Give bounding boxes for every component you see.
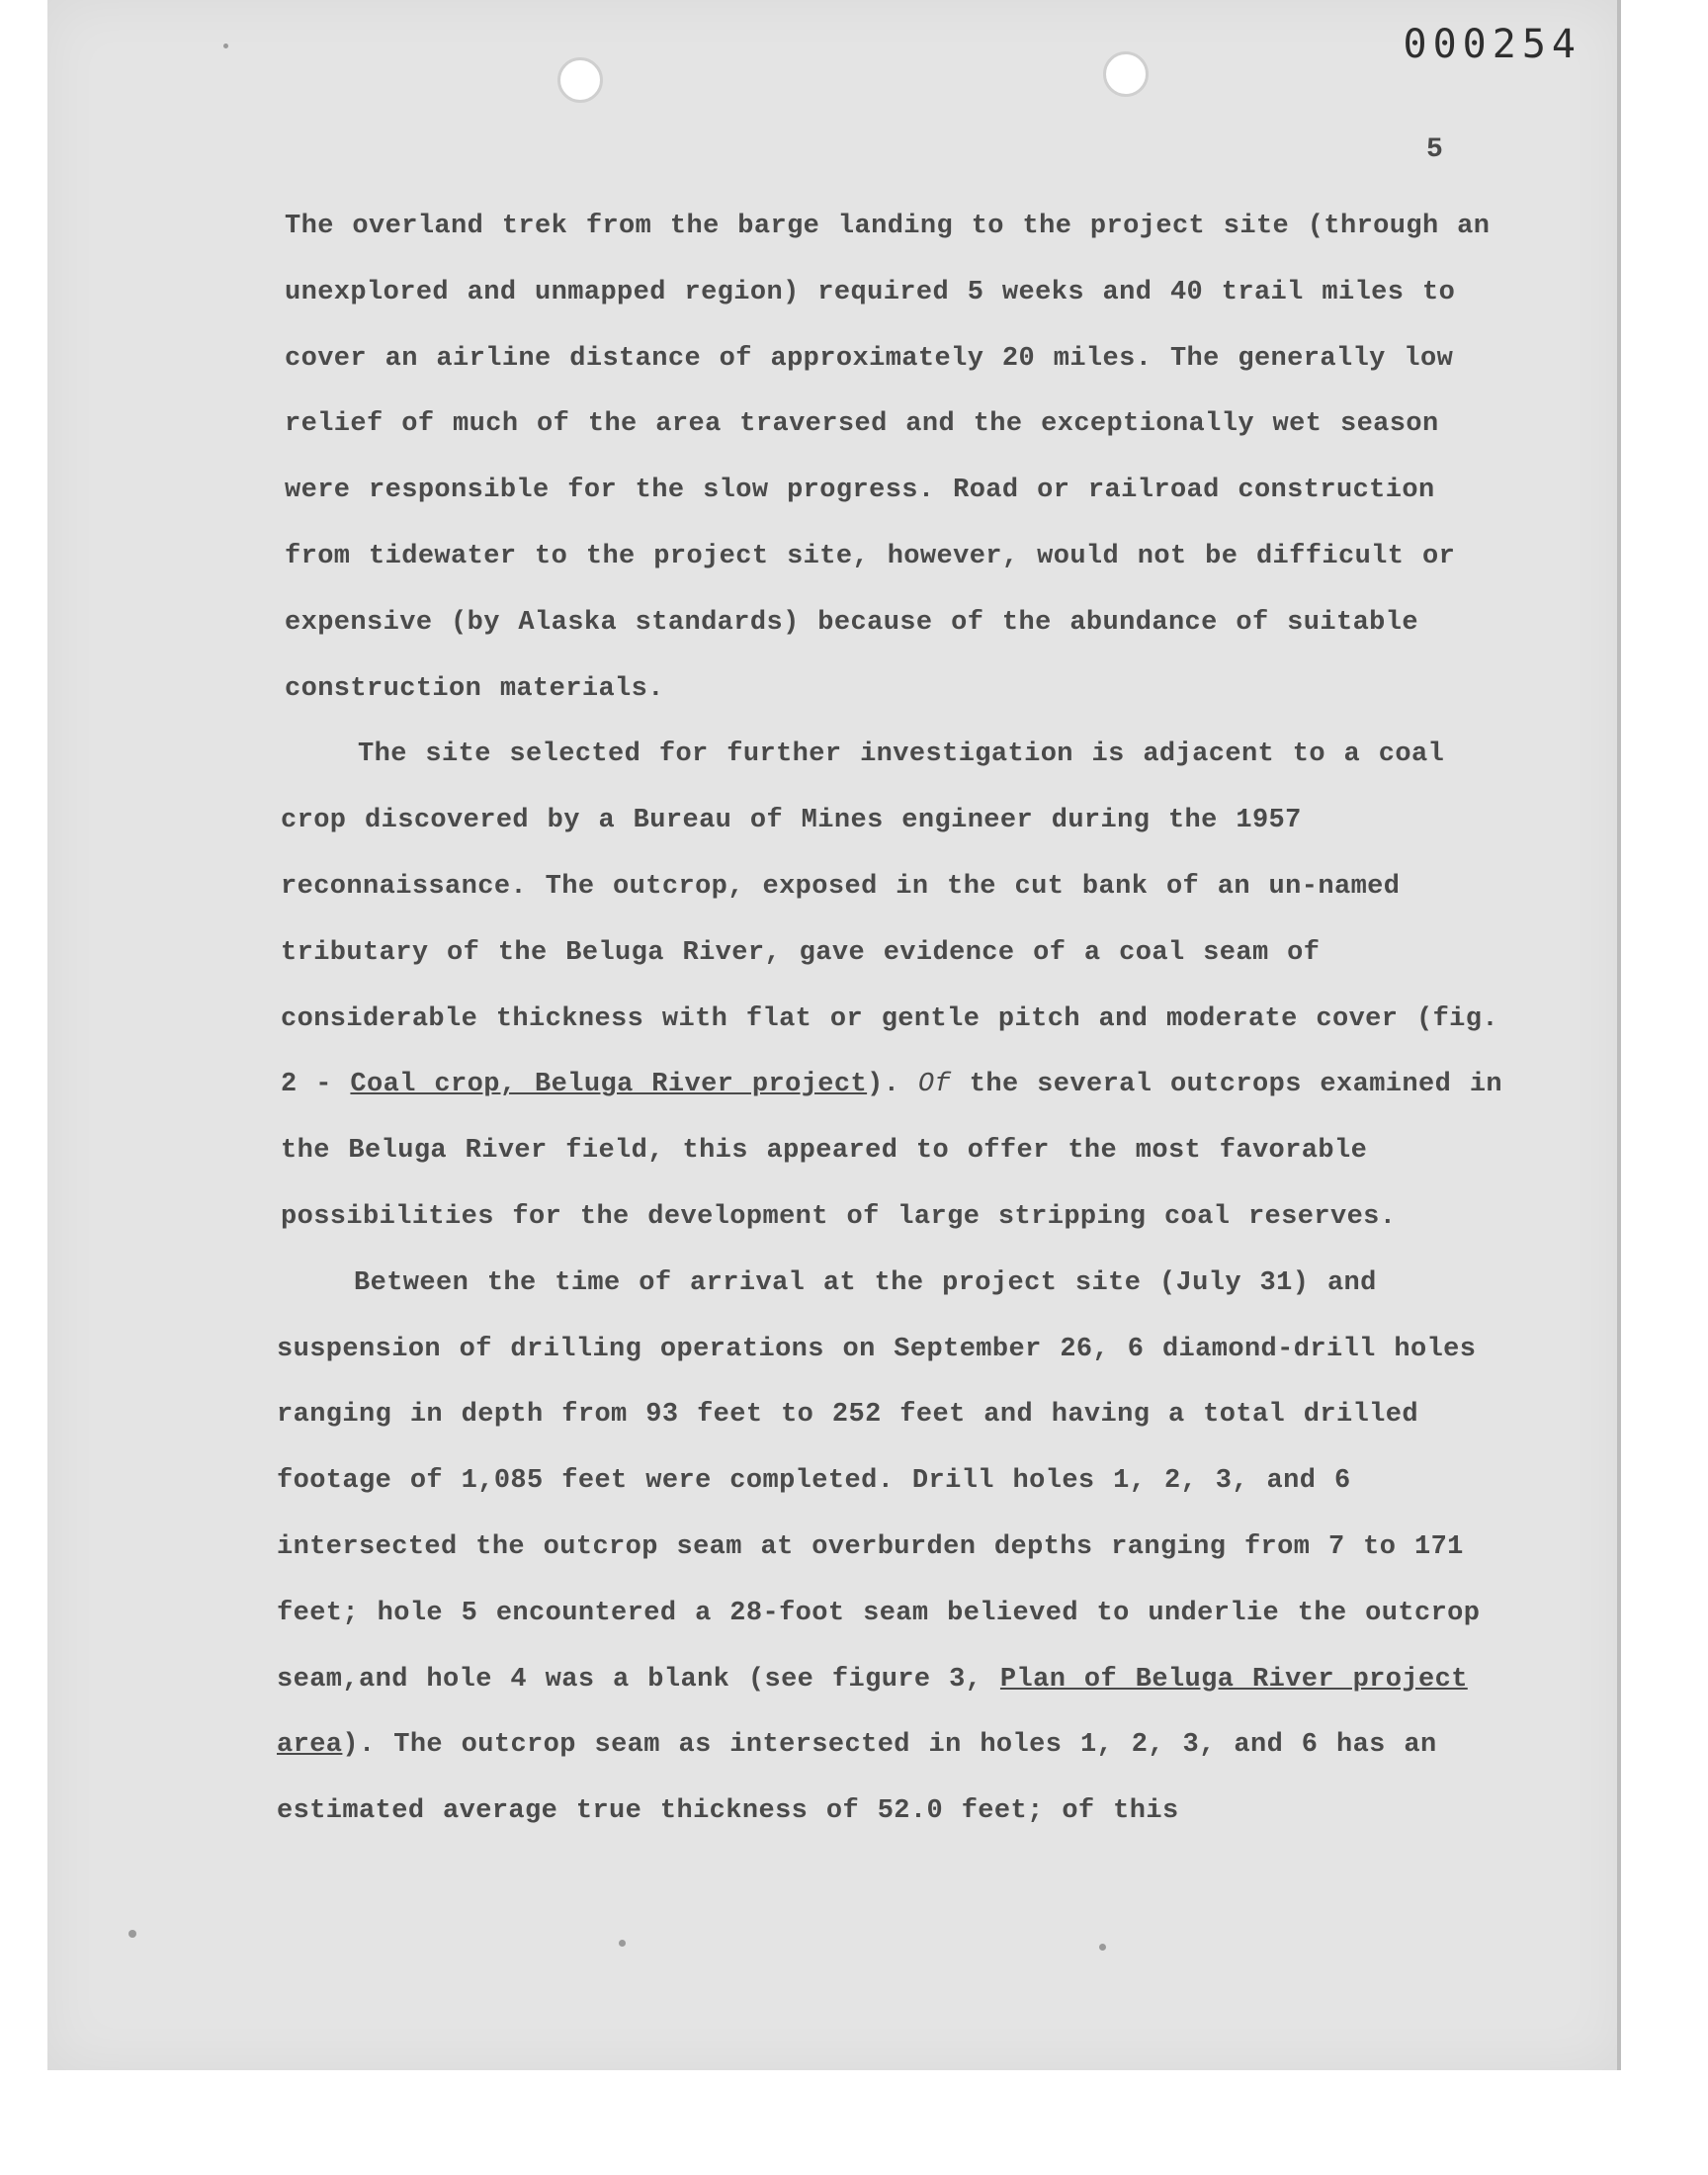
page-number: 5	[1426, 134, 1443, 165]
scan-speck	[619, 1940, 626, 1947]
bates-number: 000254	[1403, 22, 1581, 67]
paragraph-text: The overland trek from the barge landing to the project site (through an unexplored and unmapped region) required 5 weeks and 40 trail miles to cover an airline distance of approximately 20 miles. The generally low relief of much of the area traversed and the exceptionally wet season were responsible for the slow progress. Road or railroad construction from tidewater to the project site, however, would not be difficult or expensive (by Alaska standards) because of the abundance of suitable construction materials.	[285, 212, 1491, 704]
handwritten-correction: Of	[917, 1070, 952, 1100]
paragraph	[277, 1251, 1510, 1845]
figure-reference: Coal crop, Beluga River project	[350, 1070, 868, 1100]
body-text	[277, 194, 1510, 1845]
paragraph-text: Between the time of arrival at the project site (July 31) and suspension of drilling operations on September 26, 6 diamond-drill holes ranging in depth from 93 feet to 252 feet and having a total drilled footage of 1,085 feet were completed. Drill holes 1, 2, 3, and 6 intersected the outcrop seam at overburden depths ranging from 7 to 171 feet; hole 5 encountered a 28-foot seam believed to underlie the outcrop seam,and hole 4 was a blank (see figure 3,	[277, 1267, 1481, 1695]
scan-speck	[223, 44, 228, 48]
scan-speck	[1099, 1944, 1106, 1951]
figure-reference: Plan of Beluga River project area	[277, 1664, 1468, 1761]
paragraph-text: ). The outcrop seam as intersected in holes 1, 2, 3, and 6 has an estimated average true thickness of 52.0 feet; of this	[277, 1730, 1437, 1827]
paragraph-text: The site selected for further investigation is adjacent to a coal crop discovered by a Bureau of Mines engineer during the 1957 reconnaissance. The outcrop, exposed in the cut bank of an un-named tributary of the Beluga River, gave evidence of a coal seam of considerable thickness with flat or gentle pitch and moderate cover (fig. 2 -	[281, 740, 1498, 1100]
punch-hole-left	[557, 57, 603, 103]
paragraph-text: the several outcrops examined in the Beluga River field, this appeared to offer the most favorable possibilities for the development of large stripping coal reserves.	[281, 1070, 1503, 1232]
punch-hole-right	[1103, 51, 1149, 97]
paragraph	[285, 194, 1510, 722]
scan-speck	[128, 1930, 136, 1938]
page-edge	[1617, 0, 1621, 2070]
paragraph	[281, 722, 1510, 1250]
paragraph-text: ).	[867, 1070, 918, 1100]
